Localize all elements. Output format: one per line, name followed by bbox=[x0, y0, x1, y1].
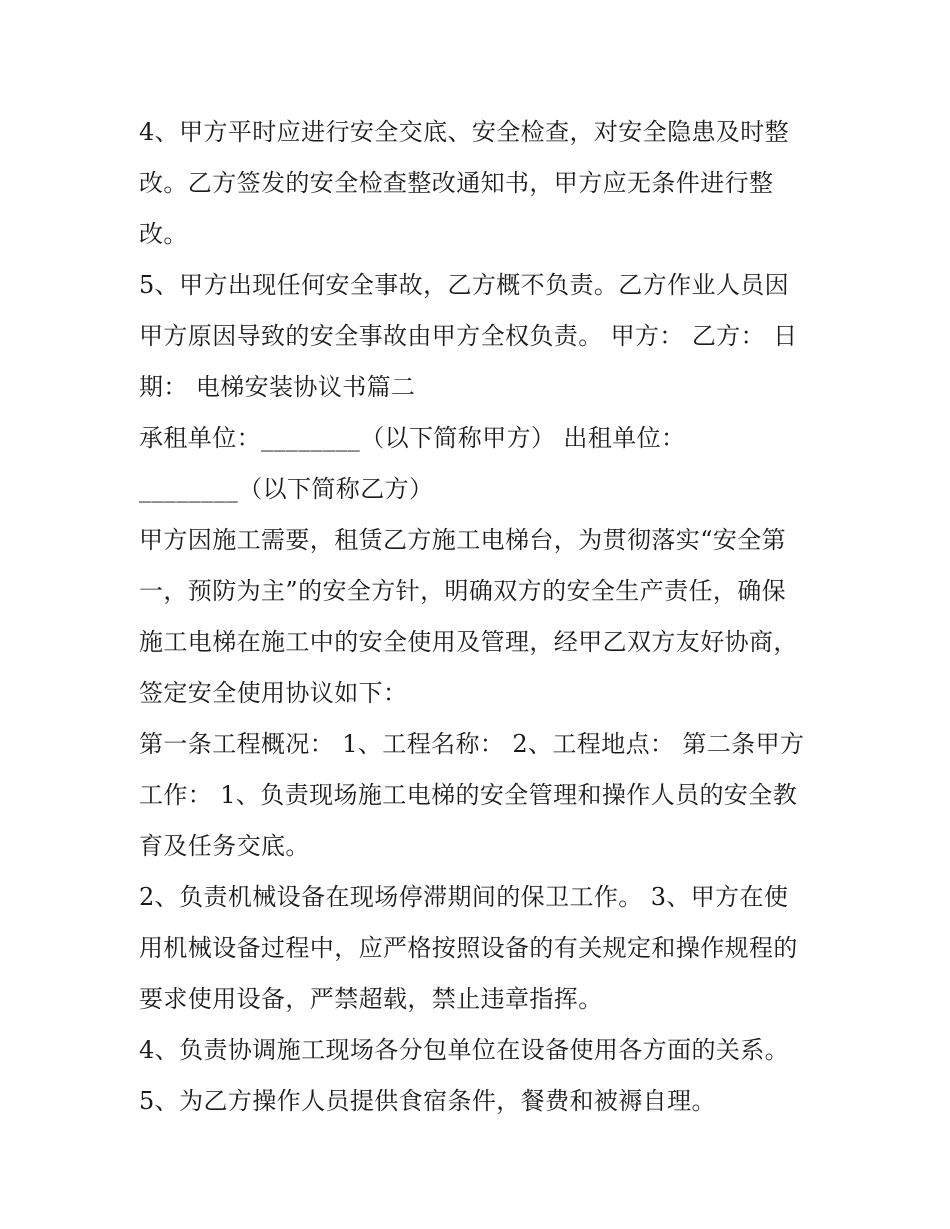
text-line: 用机械设备过程中，应严格按照设备的有关规定和操作规程的 bbox=[139, 934, 798, 962]
text-line: 要求使用设备，严禁超载，禁止违章指挥。 bbox=[139, 985, 603, 1013]
text-line: 育及任务交底。 bbox=[139, 832, 310, 860]
text-line: 甲方原因导致的安全事故由甲方全权负责。 甲方： 乙方： 日 bbox=[139, 322, 798, 350]
text-line: 第一条工程概况： 1、工程名称： 2、工程地点： 第二条甲方 bbox=[139, 730, 805, 758]
text-line: 5、为乙方操作人员提供食宿条件，餐费和被褥自理。 bbox=[139, 1087, 716, 1115]
text-line: 承租单位：________（以下简称甲方） 出租单位： bbox=[139, 424, 686, 452]
text-line: 改。 bbox=[139, 220, 188, 248]
text-line: 5、甲方出现任何安全事故，乙方概不负责。乙方作业人员因 bbox=[139, 271, 790, 299]
text-line: ________（以下简称乙方） bbox=[139, 475, 434, 503]
text-line: 4、负责协调施工现场各分包单位在设备使用各方面的关系。 bbox=[139, 1036, 790, 1064]
text-line: 4、甲方平时应进行安全交底、安全检查，对安全隐患及时整 bbox=[139, 118, 790, 146]
text-line: 改。乙方签发的安全检查整改通知书，甲方应无条件进行整 bbox=[139, 169, 774, 197]
text-line: 施工电梯在施工中的安全使用及管理，经甲乙双方友好协商， bbox=[139, 628, 798, 656]
text-line: 期： 电梯安装协议书篇二 bbox=[139, 373, 416, 401]
text-line: 2、负责机械设备在现场停滞期间的保卫工作。 3、甲方在使 bbox=[139, 883, 789, 911]
text-line: 签定安全使用协议如下： bbox=[139, 679, 408, 707]
text-line: 一，预防为主”的安全方针，明确双方的安全生产责任，确保 bbox=[139, 577, 787, 605]
text-line: 甲方因施工需要，租赁乙方施工电梯台，为贯彻落实“安全第 bbox=[139, 526, 787, 554]
document-body bbox=[139, 107, 819, 1127]
text-line: 工作： 1、负责现场施工电梯的安全管理和操作人员的安全教 bbox=[139, 781, 798, 809]
